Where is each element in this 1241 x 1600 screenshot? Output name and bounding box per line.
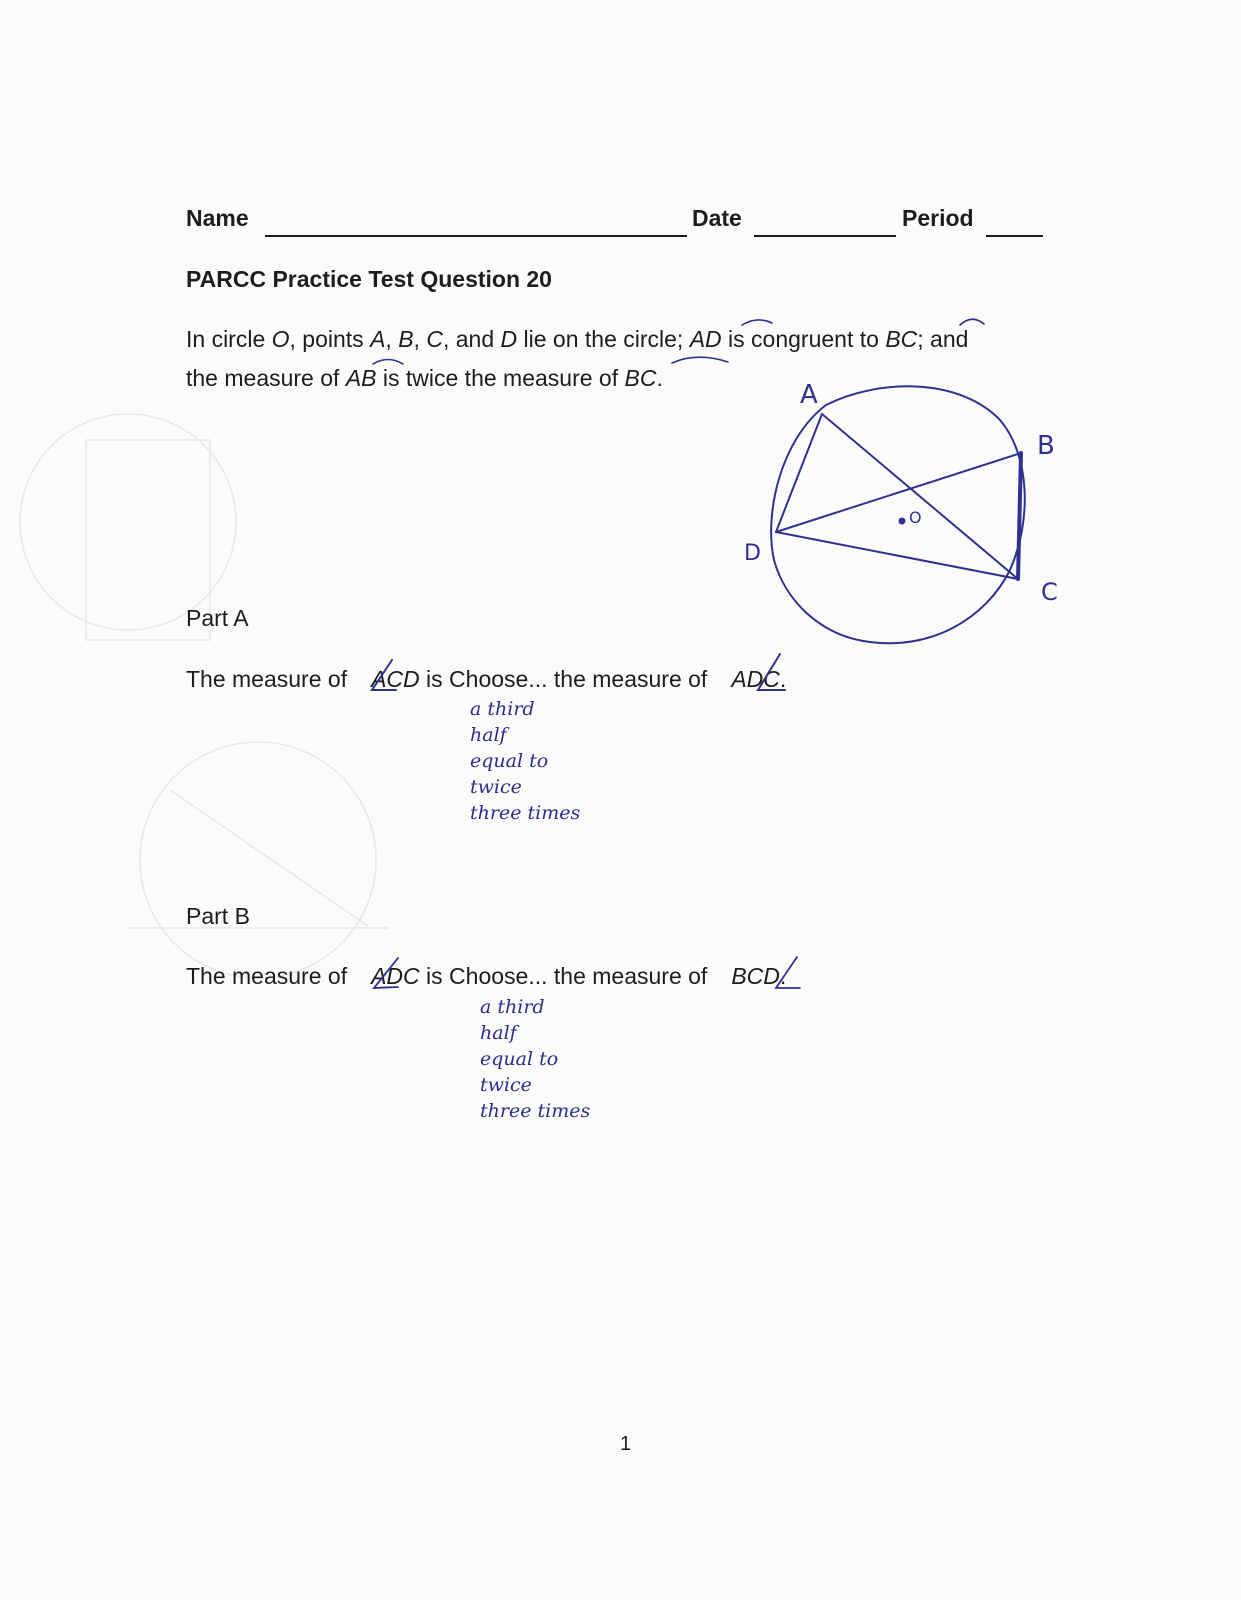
choice-item[interactable]: twice — [470, 776, 522, 798]
period-label: Period — [902, 205, 974, 231]
choice-item[interactable]: a third — [480, 996, 545, 1018]
choice-item[interactable]: half — [470, 724, 507, 746]
arc-ab: AB — [345, 365, 377, 391]
choice-item[interactable]: a third — [470, 698, 535, 720]
label-c: C — [1041, 578, 1058, 606]
part-a-statement: The measure of ACD is Choose... the measure of ADC. — [186, 666, 787, 692]
angle-icon — [374, 958, 398, 988]
label-b: B — [1037, 431, 1055, 461]
angle-icon — [372, 660, 396, 690]
arc-ad: AD — [689, 326, 722, 352]
part-b-label: Part B — [186, 903, 250, 929]
choice-item[interactable]: three times — [480, 1100, 591, 1122]
problem-line-1: In circle O, points A, B, C, and D lie on the circle; AD is congruent to BC; and — [186, 326, 969, 352]
label-o: O — [909, 508, 922, 527]
name-label: Name — [186, 205, 249, 231]
choice-item[interactable]: half — [480, 1022, 517, 1044]
choice-item[interactable]: equal to — [480, 1048, 559, 1070]
page-title: PARCC Practice Test Question 20 — [186, 266, 552, 292]
label-d: D — [744, 541, 761, 566]
angle-icon — [758, 654, 785, 690]
problem-line-2: the measure of AB is twice the measure of BC. — [186, 365, 663, 391]
choice-item[interactable]: twice — [480, 1074, 532, 1096]
choice-item[interactable]: three times — [470, 802, 581, 824]
arc-bc: BC — [885, 326, 918, 352]
label-a: A — [800, 380, 818, 410]
date-label: Date — [692, 205, 742, 231]
angle-icon — [776, 957, 800, 988]
part-a-label: Part A — [186, 605, 249, 631]
choice-item[interactable]: equal to — [470, 750, 549, 772]
arc-bc-2: BC — [624, 365, 657, 391]
part-b-statement: The measure of ADC is Choose... the measure of BCD. — [186, 963, 787, 989]
page-number: 1 — [620, 1433, 632, 1455]
